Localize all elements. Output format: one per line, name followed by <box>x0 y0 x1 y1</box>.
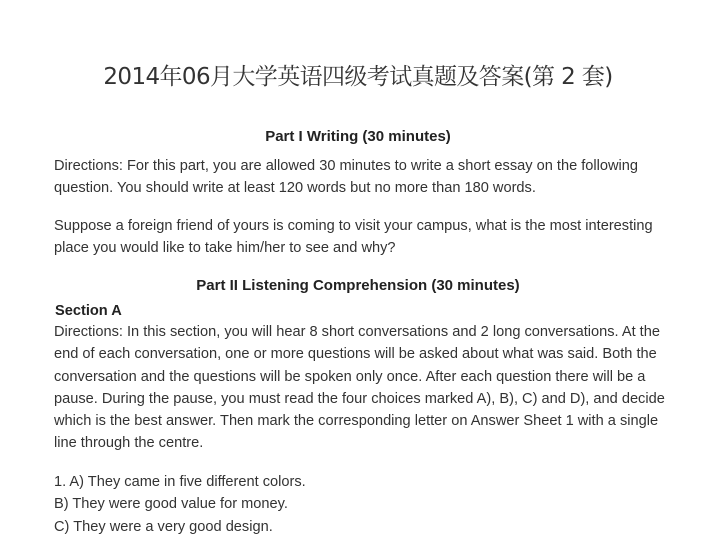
option-a: 1. A) They came in five different colors. <box>54 474 306 490</box>
part1-essay-prompt: Suppose a foreign friend of yours is coming to visit your campus, what is the most interesting place you would like to take him/her to see and why? <box>54 218 653 257</box>
option-c: C) They were a very good design. <box>54 518 273 535</box>
section-a-label: Section A <box>55 303 122 319</box>
part2-directions: Directions: In this section, you will hear 8 short conversations and 2 long conversations. At the end of each conversation, one or more questions will be asked about what was said. Both the conversation and the questions will be spoken only once. After each question there will be a pause. During the pause, you must read the four choices marked A), B), C) and D), and decide which is the best answer. Then mark the corresponding letter on Answer Sheet 1 with a single line through the centre. <box>54 324 665 452</box>
part2-heading: Part II Listening Comprehension (30 minutes) <box>196 277 520 294</box>
document-title: 2014年06月大学英语四级考试真题及答案(第 2 套) <box>103 64 613 90</box>
part1-heading: Part I Writing (30 minutes) <box>265 128 451 145</box>
option-b: B) They were good value for money. <box>54 496 288 513</box>
part1-directions: Directions: For this part, you are allowed 30 minutes to write a short essay on the following question. You should write at least 120 words but no more than 180 words. <box>54 158 639 197</box>
